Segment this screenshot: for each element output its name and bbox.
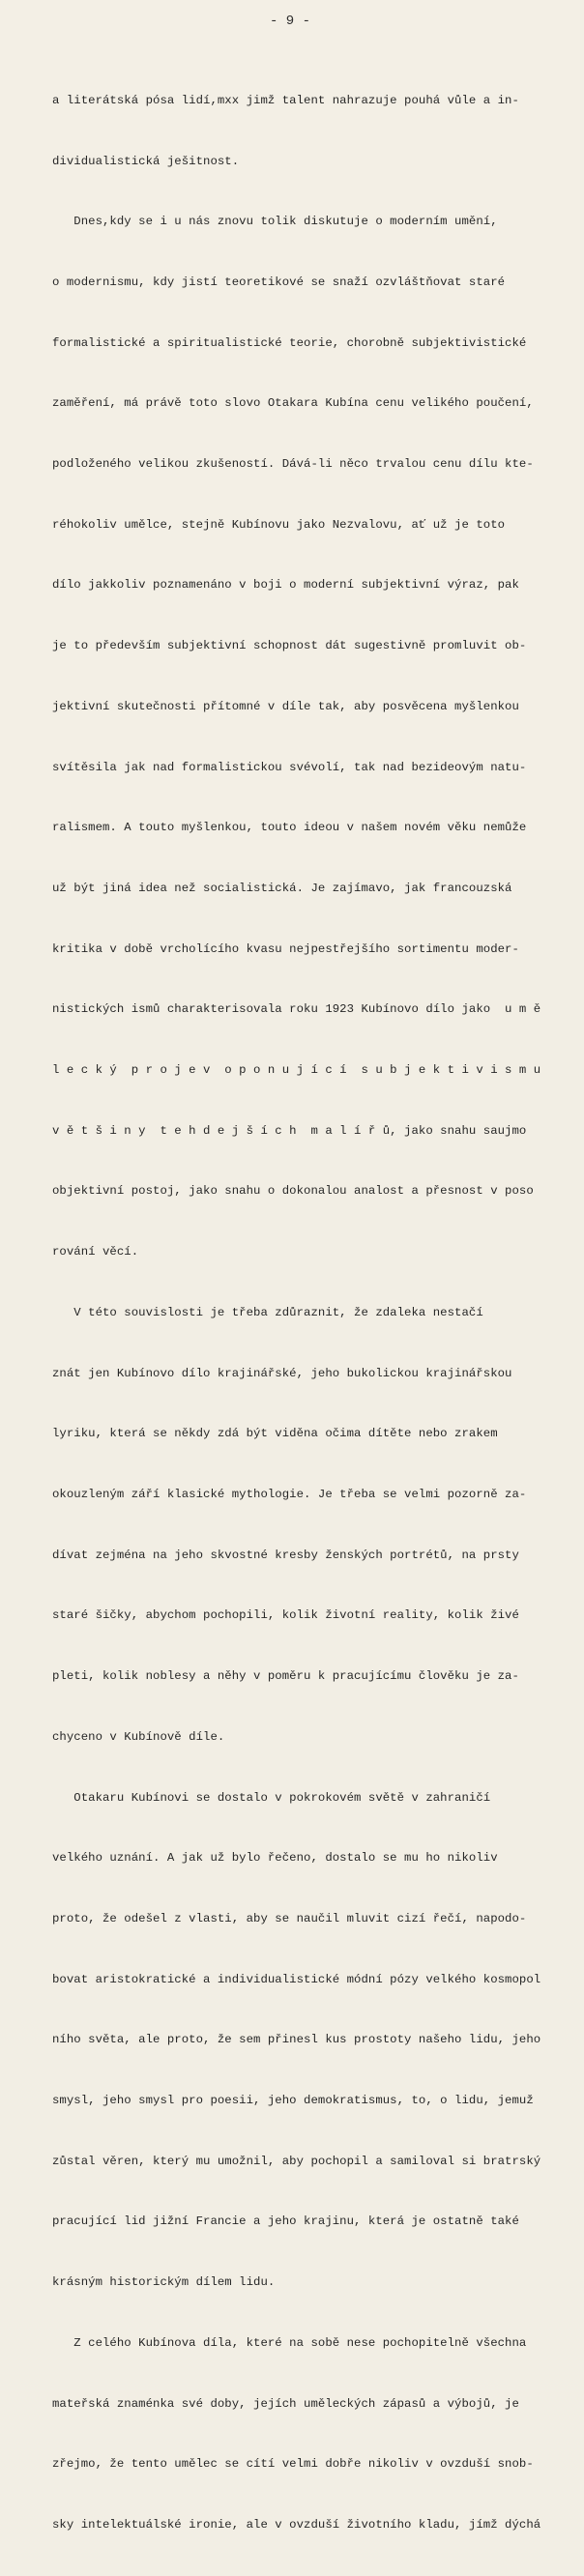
text-line: rování věcí. xyxy=(52,1245,139,1259)
text-line: objektivní postoj, jako snahu o dokonalou analost a přesnost v poso xyxy=(52,1184,534,1199)
text-line: Otakaru Kubínovi se dostalo v pokrokovém světě v zahraničí xyxy=(52,1790,491,1805)
text-line: proto, že odešel z vlasti, aby se naučil mluvit cizí řečí, napodo- xyxy=(52,1911,527,1925)
text-line: smysl, jeho smysl pro poesii, jeho demokratismus, to, o lidu, jemuž xyxy=(52,2094,534,2108)
text-line: Z celého Kubínova díla, které na sobě nese pochopitelně všechna xyxy=(52,2335,527,2350)
text-line: staré šičky, abychom pochopili, kolik životní reality, kolik živé xyxy=(52,1608,519,1623)
text-line: zaměření, má právě toto slovo Otakara Kubína cenu velikého poučení, xyxy=(52,396,534,411)
text-line: pleti, kolik noblesy a něhy v poměru k pracujícímu člověku je za- xyxy=(52,1669,519,1684)
text-line: mateřská znaménka své doby, jejích uměleckých zápasů a výbojů, je xyxy=(52,2396,519,2411)
text-line: pracující lid jižní Francie a jeho krajinu, která je ostatně také xyxy=(52,2214,519,2229)
text-line: svítěsila jak nad formalistickou svévolí, tak nad bezideovým natu- xyxy=(52,760,527,774)
text-line: velkého uznání. A jak už bylo řečeno, dostalo se mu ho nikoliv xyxy=(52,1851,498,1866)
text-line: ního světa, ale proto, že sem přinesl kus prostoty našeho lidu, jeho xyxy=(52,2033,541,2047)
text-line: okouzleným září klasické mythologie. Je třeba se velmi pozorně za- xyxy=(52,1487,527,1501)
text-line: l e c k ý p r o j e v o p o n u j í c í s u b j e k t i v i s m u xyxy=(52,1063,541,1078)
text-line: zůstal věren, který mu umožnil, aby pochopil a samiloval si bratrský xyxy=(52,2154,541,2168)
text-line: podloženého velikou zkušeností. Dává-li něco trvalou cenu dílu kte- xyxy=(52,457,534,472)
text-line: ralismem. A touto myšlenkou, touto ideou v našem novém věku nemůže xyxy=(52,821,527,835)
text-line: V této souvislosti je třeba zdůraznit, že zdaleka nestačí xyxy=(52,1305,483,1319)
text-line: dividualistická ješitnost. xyxy=(52,154,240,168)
page-number: - 9 - xyxy=(269,14,310,29)
text-line: je to především subjektivní schopnost dát sugestivně promluvit ob- xyxy=(52,639,527,653)
text-line: réhokoliv umělce, stejně Kubínovu jako Nezvalovu, ať už je toto xyxy=(52,517,506,532)
text-line: znát jen Kubínovo dílo krajinářské, jeho bukolickou krajinářskou xyxy=(52,1366,512,1380)
text-line: lyriku, která se někdy zdá být viděna očima dítěte nebo zrakem xyxy=(52,1427,498,1441)
text-line: kritika v době vrcholícího kvasu nejpestřejšího sortimentu moder- xyxy=(52,941,519,956)
typed-text-body xyxy=(52,50,584,2576)
text-line: dívat zejména na jeho skvostné kresby ženských portrétů, na prsty xyxy=(52,1548,519,1562)
text-line: formalistické a spiritualistické teorie, chorobně subjektivistické xyxy=(52,335,527,350)
text-line: o modernismu, kdy jistí teoretikové se snaží ozvláštňovat staré xyxy=(52,275,506,289)
text-line: chyceno v Kubínově díle. xyxy=(52,1729,225,1744)
text-line: a literátská pósa lidí,mxx jimž talent nahrazuje pouhá vůle a in- xyxy=(52,93,519,107)
text-line: v ě t š i n y t e h d e j š í c h m a l í ř ů, jako snahu saujmo xyxy=(52,1123,527,1138)
text-line: Dnes,kdy se i u nás znovu tolik diskutuje o moderním umění, xyxy=(52,215,498,229)
text-line: krásným historickým dílem lidu. xyxy=(52,2275,276,2290)
text-line: dílo jakkoliv poznamenáno v boji o moderní subjektivní výraz, pak xyxy=(52,578,519,593)
text-line: zřejmo, že tento umělec se cítí velmi dobře nikoliv v ovzduší snob- xyxy=(52,2457,534,2472)
text-line: bovat aristokratické a individualistické módní pózy velkého kosmopol xyxy=(52,1972,541,1986)
text-line: sky intelektuálské ironie, ale v ovzduší životního kladu, jímž dýchá xyxy=(52,2517,541,2532)
text-line: už být jiná idea než socialistická. Je zajímavo, jak francouzská xyxy=(52,881,512,895)
text-line: nistických ismů charakterisovala roku 1923 Kubínovo dílo jako u m ě xyxy=(52,1002,541,1017)
text-line: jektivní skutečnosti přítomné v díle tak, aby posvěcena myšlenkou xyxy=(52,699,519,713)
